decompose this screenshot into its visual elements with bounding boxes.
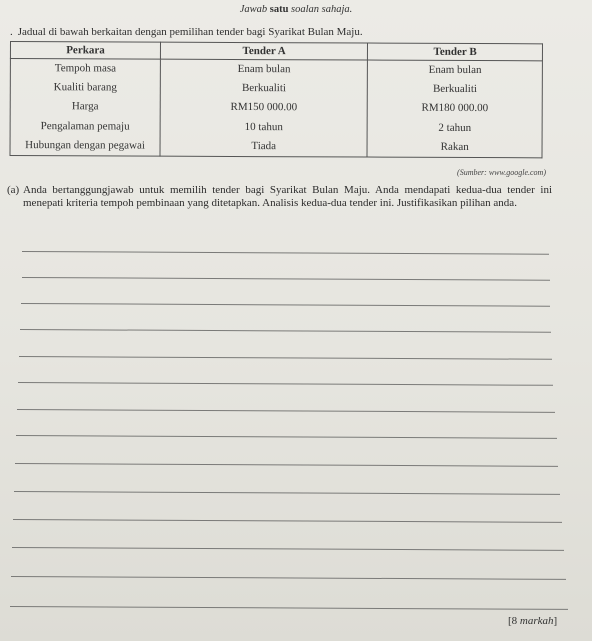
intro-text: Jadual di bawah berkaitan dengan pemilihan tender bagi Syarikat Bulan Maju. (17, 26, 363, 38)
marks-label (508, 615, 557, 627)
tender-table (9, 41, 542, 158)
table-cell: Pengalaman pemaju (40, 119, 130, 133)
answer-line[interactable] (10, 606, 568, 610)
answer-line[interactable] (13, 519, 562, 523)
answer-line[interactable] (11, 576, 566, 580)
table-cell: Harga (71, 100, 99, 113)
table-cell: Berkualiti (241, 82, 286, 95)
table-cell: RM180 000.00 (421, 102, 489, 115)
table-row (10, 59, 542, 158)
source-citation: (Sumber: www.google.com) (457, 168, 546, 177)
table-intro (10, 26, 363, 38)
table-cell: Rakan (440, 140, 469, 153)
table-cell: RM150 000.00 (230, 101, 298, 114)
answer-line[interactable] (16, 435, 557, 439)
header-tender-a: Tender A (160, 42, 367, 60)
answer-line[interactable] (12, 547, 564, 551)
table-cell: 10 tahun (244, 120, 283, 133)
table-cell: 2 tahun (438, 121, 472, 134)
answer-line[interactable] (19, 356, 552, 360)
answer-line[interactable] (22, 277, 550, 281)
instruction-note (0, 4, 592, 15)
marks-open: [ (508, 615, 512, 627)
table-cell: Hubungan dengan pegawai (25, 138, 145, 152)
header-perkara: Perkara (10, 42, 160, 60)
table-cell: Tiada (251, 139, 277, 152)
table-cell: Enam bulan (237, 62, 291, 76)
answer-line[interactable] (17, 409, 555, 413)
question-a (7, 184, 552, 210)
marks-close: ] (553, 615, 558, 627)
tender-a-column (160, 59, 368, 157)
marks-number: 8 (511, 615, 518, 627)
answer-line[interactable] (15, 463, 558, 467)
instruction-bold: satu (269, 4, 289, 15)
table-cell: Berkualiti (432, 83, 477, 96)
answer-line[interactable] (18, 382, 553, 386)
answer-line[interactable] (21, 303, 550, 307)
perkara-column (10, 59, 160, 157)
marks-unit: markah (519, 615, 554, 627)
answer-line[interactable] (22, 251, 549, 255)
table-cell: Enam bulan (428, 63, 482, 77)
instruction-pre: Jawab (239, 4, 270, 15)
header-tender-b: Tender B (368, 43, 543, 61)
tender-b-column (367, 60, 542, 158)
answer-line[interactable] (14, 491, 560, 495)
question-label: (a) (7, 184, 20, 196)
intro-bullet: . (10, 26, 13, 38)
answer-line[interactable] (20, 329, 551, 333)
question-text: Anda bertanggungjawab untuk memilih tender bagi Syarikat Bulan Maju. Anda mendapati kedua-dua tender ini menepati kriteria tempoh pembinaan yang ditetapkan. Analisis kedua-dua tender ini. Justifikasikan pilihan anda. (23, 184, 552, 209)
instruction-post: soalan sahaja. (288, 4, 353, 15)
table-cell: Tempoh masa (54, 62, 117, 75)
table-cell: Kualiti barang (53, 81, 117, 94)
